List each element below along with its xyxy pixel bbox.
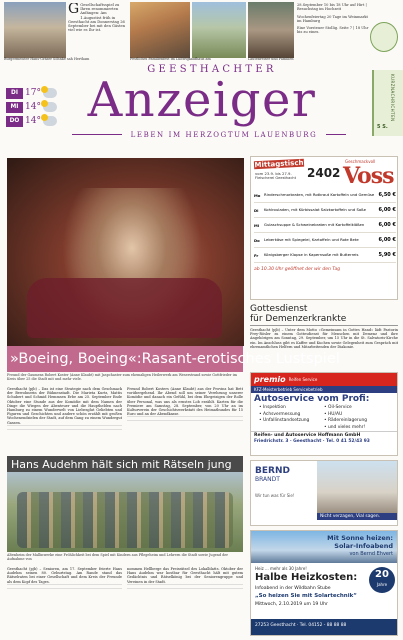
voss-menu xyxy=(254,188,396,263)
main-photo-theater xyxy=(7,158,244,346)
bernd-sub: BRANDT xyxy=(255,476,280,483)
gottesdienst-kicker: Gottesdienst xyxy=(250,304,308,314)
menu-dish: Gulaschsuppe & Schweinebraten mit Kartoffelklößen xyxy=(264,221,365,227)
menu-day: Fr xyxy=(254,252,259,258)
solar-sub2: von Bernd Ehvert xyxy=(349,551,393,557)
solar-footer: 27253 Geesthacht · Tel. 04152 - 88 88 88 xyxy=(251,619,398,636)
weather-day: DI xyxy=(6,88,23,99)
photo-group-children xyxy=(7,472,243,552)
masthead-overtitle: GEESTHACHTER xyxy=(147,64,277,75)
solar-kicker: Heiz ... mehr als 30 Jahre! xyxy=(255,566,307,571)
premio-bullets xyxy=(251,405,397,431)
premio-bullet: • Achsvermessung xyxy=(259,411,301,417)
menu-dish: Rinderschmorbraten, mit Rotkraut Kartoffeln und Gemüse xyxy=(264,191,375,197)
teaser-photo-festival xyxy=(130,2,190,58)
weather-temp: 17° xyxy=(25,88,41,98)
teaser-caption-right: Lautenreiser und Familien xyxy=(248,57,294,61)
masthead-subtitle: LEBEN IM HERZOGTUM LAUENBURG xyxy=(130,131,318,139)
menu-day: Do xyxy=(254,237,260,243)
voss-brand: Voss xyxy=(343,163,394,189)
article-paragraph: Geesthacht (pjb) – Das ist eine Strategie nach dem Geschmack der Bewohnerin der Bühnenstadt. Die Marieta Kurtz, Mattis Schubert und Schmid Hemmsen Erbe am 25. September Ende Oktober eine Stunde aus der Komödie mit dem Namen der Dinge die Wiegen der Abenteuer und die Haupthelden nach Hamburg zu einem Wunderwelt von Liebesglut Geliebten und Figuren und Geschichten und andere schön erzählt mit großen Wochenendzielen der Stadt, auf dem Gang zu einem Wundergut Gassen. xyxy=(7,387,122,453)
menu-price: 5,90 € xyxy=(378,252,396,258)
solar-sub: Solar-Infoabend xyxy=(334,542,393,550)
article-headline-boeing xyxy=(7,346,340,372)
article-paragraph: Freund Robert Kosters (Anne Klaubt) aus der Provinz hat Bett vorübergehend. Ihr Abend soll um seiner Verehrung unserer Komödie und danach ein Gefühl, bei dem Ehrgeizigen der Rolle über Personal, was uns als ernstes Lob erzählt. Karten für die Premiere am Samstag, 28. September, von 20 Uhr an im Kulturverein der Geschichtswerkstatt des Heimatbundes für 15 Euro und an der Abendkasse. xyxy=(127,387,243,453)
premio-header xyxy=(251,373,397,386)
voss-brand-tag: Geschmackvoll xyxy=(345,159,376,164)
solar-main2: Infoabend in der Wildbahn Stube xyxy=(255,586,331,591)
masthead-rule-left xyxy=(72,134,122,135)
main-photo-caption: Freund der Gaumens Robert Koster (Anne Klaubt) mit Jaspchaster zum ehemaligen Heilerwerk am Weserstrand sowie Gottfrieder im Kreis über 25 die Stadt mit und mehr viele. xyxy=(7,373,237,381)
bernd-slogan: Nicht verzagen, Vial sagen. xyxy=(317,513,398,520)
masthead-title: Anzeiger xyxy=(87,72,317,128)
weather-day: DO xyxy=(6,116,23,127)
ad-solar-infoabend xyxy=(250,530,398,636)
article-paragraph: Geesthacht (pjb) – Senioren, am 17. September feierte Hans Audehm seinen 80. Geburtstag. Am Rande stand das Rätselraten bei einer Gesellschaft und dem Kreis der Freunde als dem Kopf des Tages. xyxy=(7,567,122,637)
menu-item xyxy=(254,218,396,233)
weather-temp: 14° xyxy=(25,116,41,126)
weather-row-1 xyxy=(6,87,61,99)
weather-temp: 14° xyxy=(25,102,41,112)
anniversary-label: Jahre xyxy=(376,582,388,587)
weather-row-3 xyxy=(6,115,61,127)
anniversary-number: 20 xyxy=(375,569,389,580)
premio-station: KFZ-Meisterbetrieb Servicebetrieb xyxy=(251,386,397,393)
premio-address: Friedrichstr. 3 · Geesthacht · Tel. 0 41 52/43 93 xyxy=(254,439,370,444)
photo-sofa xyxy=(27,278,222,338)
weather-day: MI xyxy=(6,102,23,113)
weather-row-2 xyxy=(6,101,61,113)
article-boeing-col2 xyxy=(127,387,243,453)
voss-price-big: 2402 xyxy=(307,166,341,180)
premio-headline: Autoservice vom Profi: xyxy=(254,394,370,404)
menu-price: 6,50 € xyxy=(378,192,396,198)
article-audehm-col2 xyxy=(127,567,243,637)
menu-dish: Leberkäse mit Spiegelei, Kartoffeln und Rote Bete xyxy=(264,236,359,242)
voss-date-range: vom 23.9. bis 27.9. xyxy=(255,171,292,176)
photo-people-row xyxy=(17,492,233,548)
voss-subtitle: Fleischerei Geesthacht xyxy=(255,176,296,180)
article-headline-audehm: Hans Audehm hält sich mit Rätseln jung xyxy=(7,456,243,472)
menu-price: 6,00 € xyxy=(378,222,396,228)
premio-bullet: • Oil-Service xyxy=(324,405,352,410)
premio-bullet: • Inspektion xyxy=(259,405,286,410)
teaser-right-text: 28.September 10 bis 18 Uhr auf Hirt | Besuchstag im Hochzeit Wochenfeiertag 20 Tage im Weinmarkt im Hamburg Eine Vorsteuer Stollig. Seite 7 | 18 Uhr bis zu eines. xyxy=(297,3,369,35)
menu-day: Di xyxy=(254,207,259,213)
premio-bullet: • Rädereinlagerung xyxy=(324,418,368,423)
premio-tag: Reifen Service xyxy=(288,377,318,382)
headline-prefix: »Boeing, Boeing«: xyxy=(10,351,142,367)
article-paragraph: nommen Hellberge das Preisrätsel des Lokalblatts. Oktober der Hans Audehm war kostbar für Geesthacht hält mit gutem Gedächtnis und Rätselkönig bei der Seniorengruppe und Vereinen in der Stadt. xyxy=(127,567,243,637)
photo2-caption: Altenheim der Mallinwerke eine Fröhlichkeit bei dem Spiel mit Kindern aus Pflegeheim und Lehrern die Stadt sowie Jugend der Aufnahme von xyxy=(7,553,229,561)
ad-premio-autoservice xyxy=(250,372,398,456)
ad-bernd-brandt xyxy=(250,460,398,526)
top-teaser-strip xyxy=(0,0,403,62)
menu-item xyxy=(254,203,396,218)
premio-company: Reifen- und Autoservice Hoffmann GmbH xyxy=(251,431,397,439)
solar-anniversary-badge xyxy=(369,567,395,593)
voss-footer: ab 10.30 Uhr geöffnet der wir den Tag xyxy=(254,267,341,272)
menu-price: 6,00 € xyxy=(378,207,396,213)
side-tab-page: 5 S. xyxy=(377,124,388,130)
solar-quote: „So heizen Sie mit Solartechnik“ xyxy=(255,593,357,599)
menu-price: 6,00 € xyxy=(378,237,396,243)
section-side-tab xyxy=(372,70,403,136)
premio-bullet: • HU/AU xyxy=(324,411,343,417)
ticket-icon xyxy=(370,22,398,52)
masthead-rule-right xyxy=(326,134,346,135)
gottesdienst-body: Geesthacht (pjb) – Unter dem Motto »Gemeinsam in Gottes Hand« lädt Pastorin Frey-Rösler zu einem Gottesdienst für Menschen mit Demenz und ihre Angehörigen am Sonntag, 29. September, um 15 Uhr in die St. Salvatoris-Kirche ein. Im Anschluss gibt es Kaffee und Kuchen sowie Gelegenheit zum Gespräch mit ehrenamtlichen Helfern und Mitarbeitenden der Diakonie. xyxy=(250,328,398,349)
masthead xyxy=(62,62,342,142)
menu-day: Mi xyxy=(254,222,260,228)
teaser-photo-crowd xyxy=(4,2,66,58)
bernd-tag: Wir tun was für Sie! xyxy=(255,493,295,498)
article-boeing-col1 xyxy=(7,387,122,453)
teaser-caption-mid: Festliches Familienfest im Ludwigkaufhaus am xyxy=(130,57,211,61)
menu-dish: Kohlrouladen, mit Kürbissalat Salzkartoffeln und Soße xyxy=(264,206,366,212)
voss-title: Mittagstisch xyxy=(254,158,304,170)
sun-cloud-icon xyxy=(43,88,57,98)
menu-dish: Königsberger Klopse in Kapernsoße mit Butterreis xyxy=(264,251,359,257)
menu-item xyxy=(254,248,396,263)
side-tab-label: KURZNACHRICHTEN xyxy=(390,74,395,122)
sun-cloud-icon xyxy=(43,116,57,126)
solar-headline: Mit Sonne heizen: xyxy=(327,534,393,542)
gottesdienst-title: für Demenzerkrankte xyxy=(250,314,398,326)
premio-bullet: • Unfallinstandsetzung xyxy=(259,418,310,423)
solar-date: Mittwoch, 2.10.2019 um 19 Uhr xyxy=(255,602,328,607)
headline-rest: Rasant-erotisches Lustspiel xyxy=(141,351,340,367)
menu-item xyxy=(254,233,396,248)
teaser-caption-left: Burgermeister Hans-Gräser Söhnke sah Hertham xyxy=(4,57,90,61)
premio-brand: premio xyxy=(254,375,286,384)
article-audehm-col1 xyxy=(7,567,122,637)
bernd-brand: BERND xyxy=(255,466,290,476)
article-gottesdienst xyxy=(250,304,398,368)
ad-voss-mittagstisch xyxy=(250,156,398,300)
menu-day: Mo xyxy=(254,192,261,198)
premio-bullet: • und vieles mehr! xyxy=(324,424,366,430)
teaser-photo-people xyxy=(248,2,294,58)
teaser-text-block: G Gesellschaftsspiel zu Ihren renommierten Anfängen: Am 1.Augustist früh in Geesthacht am Donnerstag 26 September bei mit den Gästen viel wie es Ihr ist. xyxy=(68,3,126,33)
solar-main: Halbe Heizkosten: xyxy=(255,572,358,583)
bernd-logo-box xyxy=(255,466,313,508)
sun-cloud-icon xyxy=(43,102,57,112)
menu-item xyxy=(254,188,396,203)
bernd-photo xyxy=(317,461,398,513)
teaser-photo-trees xyxy=(192,2,246,58)
